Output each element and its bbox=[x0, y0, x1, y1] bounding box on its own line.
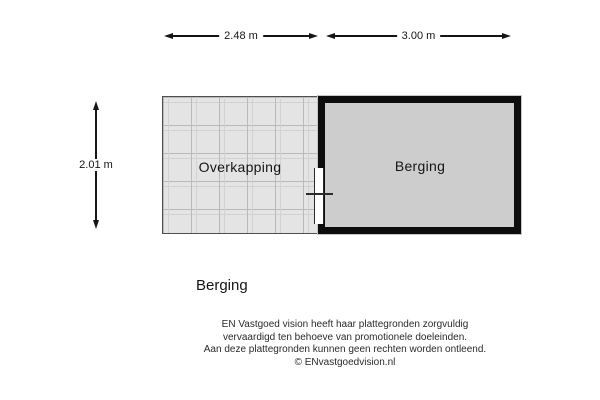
disclaimer-line: Aan deze plattegronden kunnen geen rechten worden ontleend. bbox=[203, 344, 487, 356]
window-opening bbox=[314, 168, 324, 224]
disclaimer-line: vervaardigd ten behoeve van promotionele doeleinden. bbox=[222, 331, 468, 343]
window-center-tick bbox=[306, 193, 333, 195]
disclaimer-line: EN Vastgoed vision heeft haar plattegronden zorgvuldig bbox=[221, 319, 469, 330]
dimension-label: 3.00 m bbox=[397, 30, 441, 42]
room-label-berging: Berging bbox=[394, 158, 446, 174]
arrowhead-right-icon bbox=[502, 33, 511, 39]
arrowhead-left-icon bbox=[164, 33, 173, 39]
dimension-overkapping-width bbox=[164, 29, 318, 43]
dimension-height bbox=[79, 101, 113, 229]
arrowhead-down-icon bbox=[93, 220, 99, 229]
room-label-overkapping: Overkapping bbox=[198, 159, 282, 175]
copyright-line: © ENvastgoedvision.nl bbox=[294, 356, 396, 368]
arrowhead-left-icon bbox=[326, 33, 335, 39]
arrowhead-up-icon bbox=[93, 101, 99, 110]
disclaimer bbox=[155, 319, 535, 369]
dimension-label: 2.48 m bbox=[219, 30, 263, 42]
arrowhead-right-icon bbox=[309, 33, 318, 39]
plan-title: Berging bbox=[196, 277, 248, 294]
dimension-label: 2.01 m bbox=[74, 159, 118, 171]
dimension-berging-width bbox=[326, 29, 511, 43]
